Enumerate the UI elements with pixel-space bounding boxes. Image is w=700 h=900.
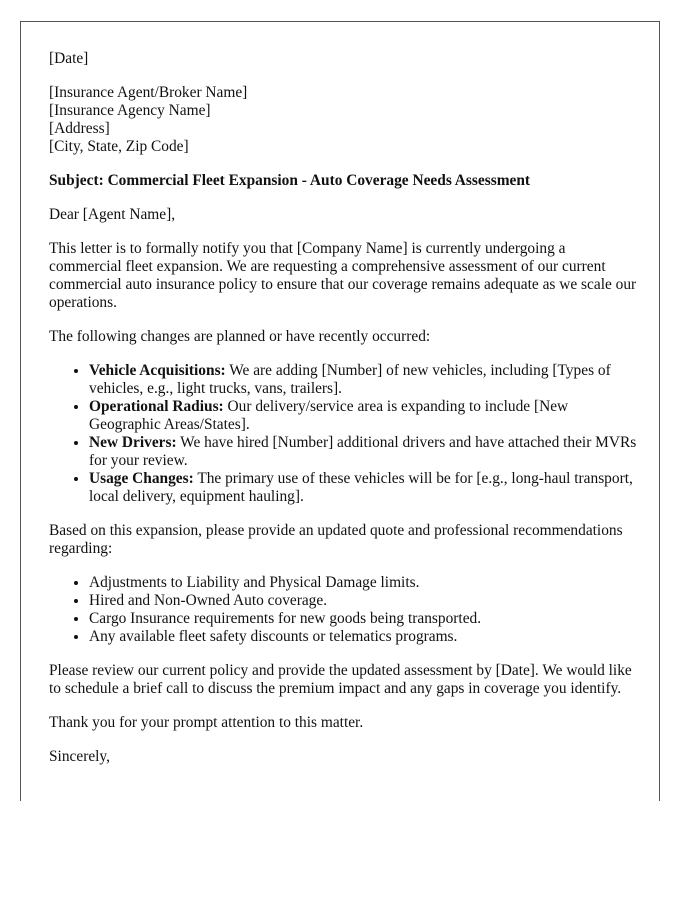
request-intro: Based on this expansion, please provide an updated quote and professional recommendations regarding: (49, 522, 623, 557)
list-item: • Hired and Non-Owned Auto coverage. (89, 592, 641, 610)
changes-list (49, 362, 641, 506)
list-item-text: We are adding [Number] of new vehicles, including [Types of vehicles, e.g., light trucks, vans, trailers]. (89, 362, 611, 397)
list-item: • Any available fleet safety discounts or telematics programs. (89, 628, 641, 646)
list-item (89, 362, 641, 398)
subject-line: Subject: Commercial Fleet Expansion - Auto Coverage Needs Assessment (49, 172, 531, 189)
requests-list (49, 574, 641, 646)
list-item-label: Vehicle Acquisitions: (89, 362, 226, 379)
recipient-agent: [Insurance Agent/Broker Name] (49, 84, 248, 101)
changes-intro: The following changes are planned or have recently occurred: (49, 328, 431, 345)
salutation: Dear [Agent Name], (49, 206, 176, 223)
list-item-text: We have hired [Number] additional drivers and have attached their MVRs for your review. (89, 434, 637, 469)
list-item-label: Usage Changes: (89, 470, 194, 487)
list-item-text: Our delivery/service area is expanding to include [New Geographic Areas/States]. (89, 398, 569, 433)
list-item (89, 398, 641, 434)
list-item-label: Operational Radius: (89, 398, 224, 415)
list-item (89, 434, 641, 470)
recipient-agency: [Insurance Agency Name] (49, 102, 211, 119)
closing-paragraph: Please review our current policy and provide the updated assessment by [Date]. We would like to schedule a brief call to discuss the premium impact and any gaps in coverage you identify. (49, 662, 632, 697)
recipient-city-state-zip: [City, State, Zip Code] (49, 138, 189, 155)
letter-page (20, 21, 660, 801)
intro-paragraph: This letter is to formally notify you that [Company Name] is currently undergoing a commercial fleet expansion. We are requesting a comprehensive assessment of our current commercial auto insurance policy to ensure that our coverage remains adequate as we scale our operations. (49, 240, 637, 311)
list-item-label: New Drivers: (89, 434, 177, 451)
date-text: [Date] (49, 50, 89, 67)
list-item: • Cargo Insurance requirements for new goods being transported. (89, 610, 641, 628)
date-line (49, 50, 659, 68)
list-item-text: The primary use of these vehicles will be for [e.g., long-haul transport, local delivery, equipment hauling]. (89, 470, 633, 505)
recipient-address-block (49, 84, 659, 156)
signoff: Sincerely, (49, 748, 110, 765)
list-item: • Adjustments to Liability and Physical Damage limits. (89, 574, 641, 592)
list-item (89, 470, 641, 506)
thanks-line: Thank you for your prompt attention to this matter. (49, 714, 364, 731)
recipient-address: [Address] (49, 120, 110, 137)
